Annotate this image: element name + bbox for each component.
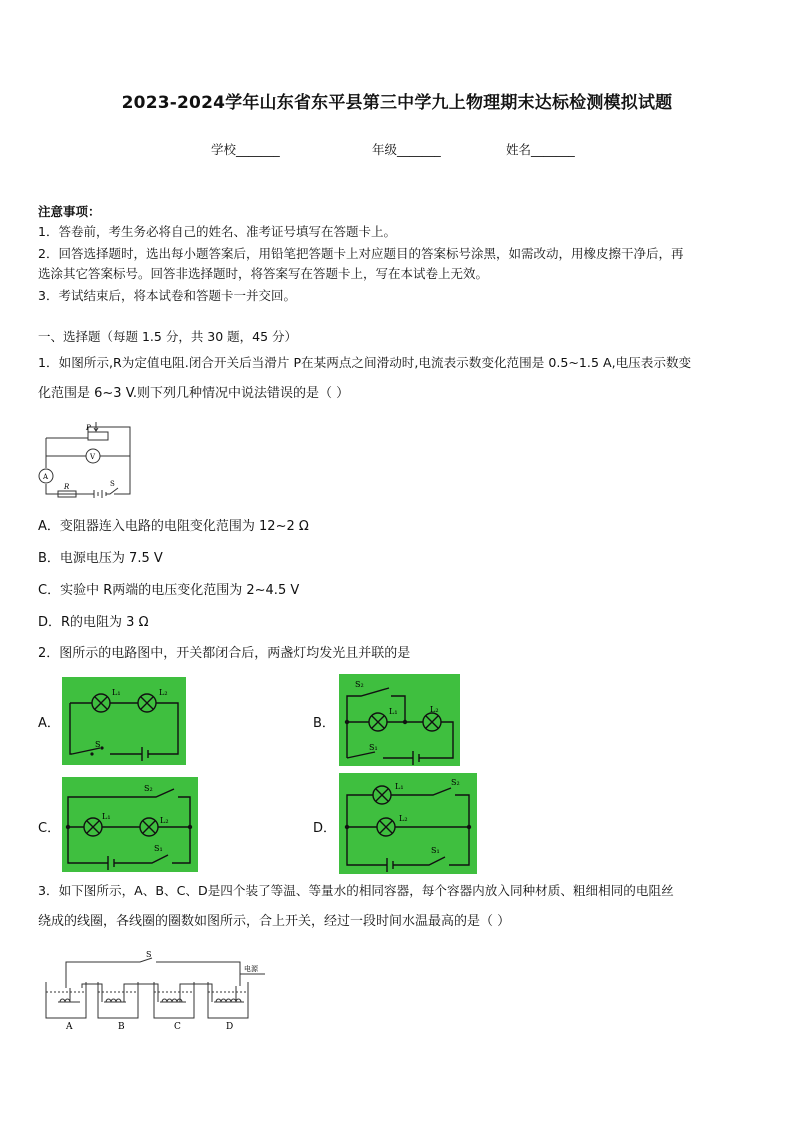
q3-label-a: A xyxy=(66,1022,73,1032)
note-item: 选涂其它答案标号。回答非选择题时，将答案写在答题卡上，写在本试卷上无效。 xyxy=(38,266,489,281)
question-2-stem: 2．图所示的电路图中，开关都闭合后，两盏灯均发光且并联的是 xyxy=(38,646,411,661)
question-1-line1: 1．如图所示,R为定值电阻.闭合开关后当滑片 P在某两点之间滑动时,电流表示数变化范围是 0.5~1.5 A,电压表示数变 xyxy=(38,355,692,370)
question-1-line2: 化范围是 6~3 V.则下列几种情况中说法错误的是（ ） xyxy=(38,386,350,401)
q2b-label-s1: S₁ xyxy=(369,743,378,752)
q3-label-b: B xyxy=(118,1022,125,1032)
q3-label-d: D xyxy=(226,1022,234,1032)
q3-label-c: C xyxy=(174,1022,181,1032)
q2b-label-s2: S₂ xyxy=(355,680,364,689)
section-heading: 一、选择题（每题 1.5 分，共 30 题，45 分） xyxy=(38,329,298,344)
q1-fig-label-v: V xyxy=(90,453,96,461)
q3-label-power: 电源 xyxy=(244,965,258,973)
name-field: 姓名_______ xyxy=(506,142,575,157)
question-3-line2: 绕成的线圈，各线圈的圈数如图所示，合上开关，经过一段时间水温最高的是（ ） xyxy=(38,914,511,929)
q2c-label-s1: S₁ xyxy=(154,844,163,853)
note-item: 1．答卷前，考生务必将自己的姓名、准考证号填写在答题卡上。 xyxy=(38,224,396,239)
q2-option-c-letter: C． xyxy=(38,821,61,836)
q2-option-d-letter: D． xyxy=(313,821,337,836)
note-item: 2．回答选择题时，选出每小题答案后，用铅笔把答题卡上对应题目的答案标号涂黑，如需改动，用橡皮擦干净后，再 xyxy=(38,246,684,261)
q2-option-b-circuit xyxy=(339,674,460,766)
q1-fig-label-s: S xyxy=(110,480,115,488)
q1-option-c: C．实验中 R两端的电压变化范围为 2~4.5 V xyxy=(38,583,300,598)
q2c-label-s2: S₂ xyxy=(144,784,153,793)
q2-option-c-circuit xyxy=(62,777,198,872)
q2-option-d-circuit xyxy=(339,773,477,874)
school-field: 学校_______ xyxy=(211,142,280,157)
q2c-label-l2: L₂ xyxy=(160,816,169,825)
question-3-line1: 3．如下图所示，A、B、C、D是四个装了等温、等量水的相同容器，每个容器内放入同种材质、粗细相同的电阻丝 xyxy=(38,883,674,898)
notes-heading: 注意事项： xyxy=(38,204,101,219)
q3-containers-figure xyxy=(40,948,272,1032)
q2b-label-l2: L₂ xyxy=(430,705,439,714)
grade-field: 年级_______ xyxy=(372,142,441,157)
note-item: 3．考试结束后，将本试卷和答题卡一并交回。 xyxy=(38,288,296,303)
q2d-label-l1: L₁ xyxy=(395,782,404,791)
q2a-label-s: S xyxy=(95,740,101,749)
q2a-label-l2: L₂ xyxy=(159,688,168,697)
page-title: 2023-2024学年山东省东平县第三中学九上物理期末达标检测模拟试题 xyxy=(121,93,673,113)
q1-option-a: A．变阻器连入电路的电阻变化范围为 12~2 Ω xyxy=(38,519,309,534)
q2d-label-l2: L₂ xyxy=(399,814,408,823)
q1-circuit-figure xyxy=(38,420,138,502)
q1-option-d: D．R的电阻为 3 Ω xyxy=(38,615,149,630)
q2-option-a-circuit xyxy=(62,677,186,765)
q2d-label-s1: S₁ xyxy=(431,846,440,855)
q1-fig-label-p: P xyxy=(86,424,91,432)
q2-option-b-letter: B． xyxy=(313,716,335,731)
q3-label-s: S xyxy=(146,950,152,959)
q2a-label-l1: L₁ xyxy=(112,688,121,697)
q1-fig-label-a: A xyxy=(43,473,49,481)
q2b-label-l1: L₁ xyxy=(389,707,398,716)
q2d-label-s2: S₂ xyxy=(451,778,460,787)
q1-option-b: B．电源电压为 7.5 V xyxy=(38,551,163,566)
q1-fig-label-r: R xyxy=(64,483,70,491)
q2-option-a-letter: A． xyxy=(38,716,60,731)
q2c-label-l1: L₁ xyxy=(102,812,111,821)
